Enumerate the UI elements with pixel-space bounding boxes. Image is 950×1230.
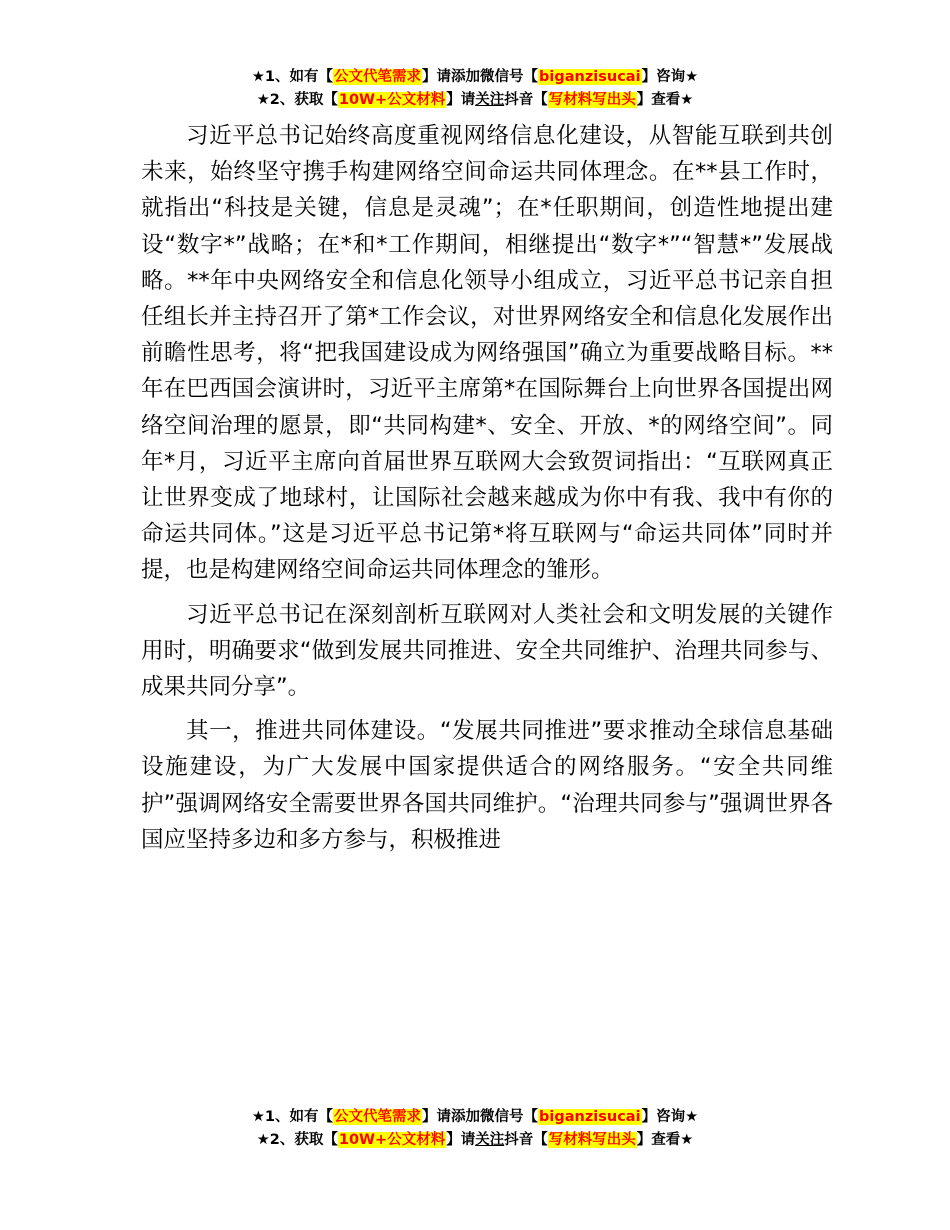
footer-line-2-mid-2: 抖音【 — [504, 1132, 548, 1148]
ghostwriting-service-highlight: 公文代笔需求 — [334, 69, 422, 85]
follow-underlined-text: 关注 — [475, 92, 505, 108]
header-line-2-prefix: ★2、获取【 — [256, 92, 338, 108]
body-paragraph-2: 习近平总书记在深刻剖析互联网对人类社会和文明发展的关键作用时，明确要求“做到发展共同推进、安全共同维护、治理共同参与、成果共同分享”。 — [141, 601, 833, 701]
footer-line-2 — [0, 1129, 950, 1152]
footer-ghostwriting-service-highlight: 公文代笔需求 — [334, 1109, 422, 1125]
header-line-2-mid-2: 抖音【 — [504, 92, 548, 108]
footer-banner — [0, 1106, 950, 1152]
header-line-2-mid-1: 】请 — [446, 92, 476, 108]
header-line-2-suffix: 】查看★ — [636, 92, 694, 108]
footer-line-1-suffix: 】咨询★ — [641, 1109, 699, 1125]
header-line-1 — [0, 66, 950, 89]
document-body — [141, 118, 833, 866]
footer-line-1-prefix: ★1、如有【 — [251, 1109, 334, 1125]
footer-line-1-mid: 】请添加微信号【 — [422, 1109, 539, 1125]
footer-wechat-id-highlight: biganzisucai — [539, 1109, 641, 1125]
footer-line-2-mid-1: 】请 — [446, 1132, 476, 1148]
body-paragraph-1: 习近平总书记始终高度重视网络信息化建设，从智能互联到共创未来，始终坚守携手构建网络空间命运共同体理念。在**县工作时，就指出“科技是关键，信息是灵魂”；在*任职期间，创造性地提出建设“数字*”战略；在*和*工作期间，相继提出“数字*”“智慧*”发展战略。**年中央网络安全和信息化领导小组成立，习近平总书记亲自担任组长并主持召开了第*工作会议，对世界网络安全和信息化发展作出前瞻性思考，将“把我国建设成为网络强国”确立为重要战略目标。**年在巴西国会演讲时，习近平主席第*在国际舞台上向世界各国提出网络空间治理的愿景，即“共同构建*、安全、开放、*的网络空间”。同年*月，习近平主席向首届世界互联网大会致贺词指出：“互联网真正让世界变成了地球村，让国际社会越来越成为你中有我、我中有你的命运共同体。”这是习近平总书记第*将互联网与“命运共同体”同时并提，也是构建网络空间命运共同体理念的雏形。 — [141, 123, 833, 584]
header-line-1-prefix: ★1、如有【 — [251, 69, 334, 85]
header-line-1-mid: 】请添加微信号【 — [422, 69, 539, 85]
douyin-account-highlight: 写材料写出头 — [548, 92, 636, 108]
footer-line-2-prefix: ★2、获取【 — [256, 1132, 338, 1148]
materials-offer-highlight: 10W+公文材料 — [338, 92, 446, 108]
header-banner — [0, 66, 950, 112]
footer-line-2-suffix: 】查看★ — [636, 1132, 694, 1148]
header-line-1-suffix: 】咨询★ — [641, 69, 699, 85]
body-paragraph-3: 其一，推进共同体建设。“发展共同推进”要求推动全球信息基础设施建设，为广大发展中国家提供适合的网络服务。“安全共同维护”强调网络安全需要世界各国共同维护。“治理共同参与”强调世界各国应坚持多边和多方参与，积极推进 — [141, 718, 833, 853]
footer-douyin-account-highlight: 写材料写出头 — [548, 1132, 636, 1148]
footer-line-1 — [0, 1106, 950, 1129]
wechat-id-highlight: biganzisucai — [539, 69, 641, 85]
footer-follow-underlined-text: 关注 — [475, 1132, 505, 1148]
header-line-2 — [0, 89, 950, 112]
footer-materials-offer-highlight: 10W+公文材料 — [338, 1132, 446, 1148]
